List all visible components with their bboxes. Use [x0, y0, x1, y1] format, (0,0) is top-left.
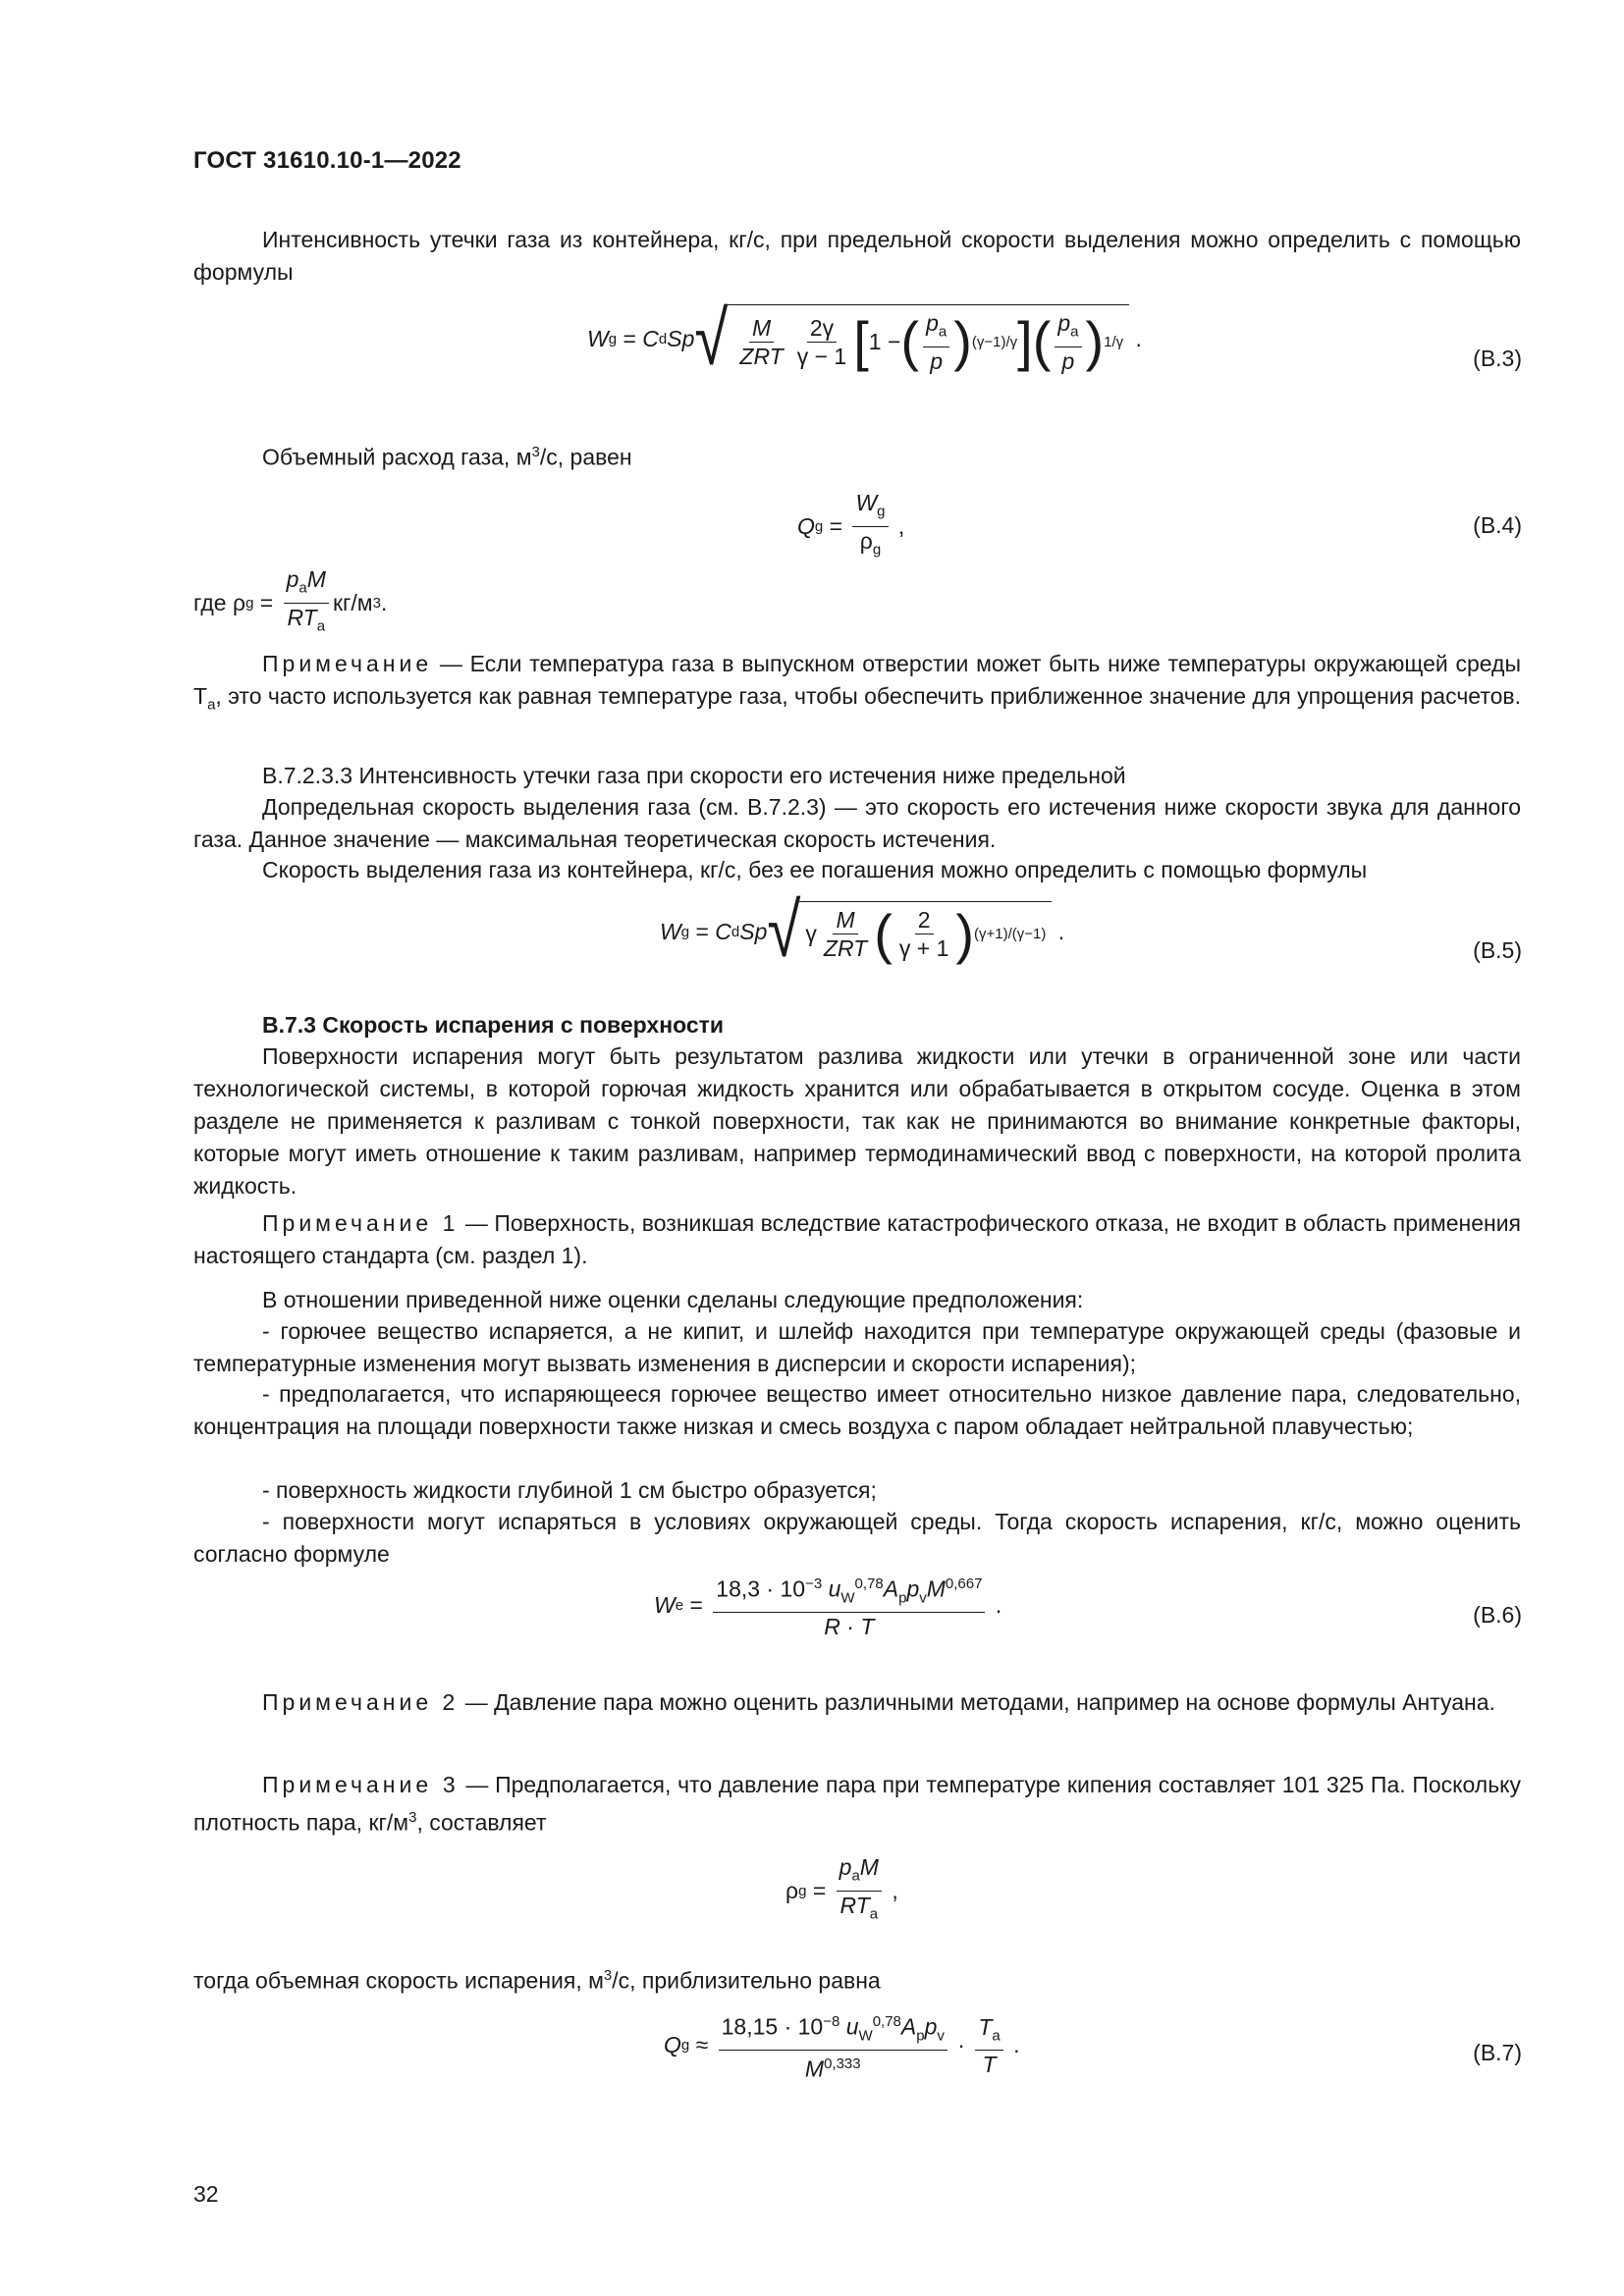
equation-number-b5: (В.5) [1473, 937, 1522, 963]
document-header: ГОСТ 31610.10-1—2022 [193, 147, 461, 174]
note-1: Примечание 1 — Поверхность, возникшая вследствие катастрофического отказа, не входит в область применения настоящего стандарта (см. раздел 1). [193, 1210, 1521, 1268]
equation-density: ρ g = $\frac{p_aM}{RT_a}$ , [785, 1854, 898, 1923]
assumption-3: - поверхность жидкости глубиной 1 см быстро образуется; [262, 1477, 877, 1503]
assumption-2: - предполагается, что испаряющееся горючее вещество имеет относительно низкое давление пара, следовательно, концентрация на площади поверхности также низкая и смесь воздуха с паром обладает нейтральной плавучестью; [193, 1381, 1521, 1439]
section-b73-title: В.7.3 Скорость испарения с поверхности [262, 1012, 725, 1038]
note-temperature: Примечание — Если температура газа в выпускном отверстии может быть ниже температуры окружающей среды $T_a$, это часто используется как равная температуре газа, чтобы обеспечить приближенное значение для упрощения расчетов. [193, 651, 1522, 714]
equation-b3: W g = C d Sp √ $\frac{M}{\text{ZRT}}$ $\frac{2\gamma}{\gamma - 1}$ [ 1 − ( $\frac{p_a}{p}$ ) (γ−1)/γ ] ( $\frac{p_a}{p}$ ) 1/γ . [587, 296, 1142, 382]
equation-number-b6: (В.6) [1473, 1602, 1522, 1628]
paragraph-subcritical: Допредельная скорость выделения газа (см. В.7.2.3) — это скорость его истечения ниже скорости звука для данного газа. Данное значение — максимальная теоретическая скорость истечения. [193, 794, 1521, 852]
section-b7233-title: В.7.2.3.3 Интенсивность утечки газа при скорости его истечения ниже предельной [262, 763, 1126, 788]
where-density-line: где ρ g = $\frac{p_aM}{RT_a}$ кг/м 3 . [193, 566, 388, 635]
equation-b4: Q g = $\frac{W_g}{\rho_g}$ , [797, 490, 905, 559]
assumptions-intro: В отношении приведенной ниже оценки сделаны следующие предположения: [262, 1287, 1084, 1312]
assumption-4: - поверхности могут испаряться в условиях окружающей среды. Тогда скорость испарения, кг/с, можно оценить согласно формуле [193, 1509, 1521, 1567]
paragraph-evaporation: Поверхности испарения могут быть результатом разлива жидкости или утечки в ограниченной зоне или части технологической системы, в которой горючая жидкость хранится или обрабатывается в открытом сосуде. Оценка в этом разделе не применяется к разливам с тонкой поверхности, так как не принимаются во внимание конкретные факторы, которые могут иметь отношение к таким разливам, например термодинамический ввод с поверхности, на которой пролита жидкость. [193, 1043, 1521, 1199]
paragraph-volumetric-evaporation: тогда объемная скорость испарения, $м^3/с$, приблизительно равна [193, 1967, 881, 1994]
paragraph-release-rate: Скорость выделения газа из контейнера, кг/с, без ее погашения можно определить с помощью формулы [262, 857, 1368, 882]
assumption-1: - горючее вещество испаряется, а не кипит, и шлейф находится при температуре окружающей среды (фазовые и температурные изменения могут вызвать изменения в дисперсии и скорости испарения); [193, 1318, 1521, 1376]
note-2: Примечание 2 — Давление пара можно оценить различными методами, например на основе формулы Антуана. [262, 1689, 1495, 1715]
equation-b5: W g = C d Sp √ γ $\frac{M}{\text{ZRT}}$ ( $\frac{2}{\gamma + 1}$ ) (γ+1)/(γ−1) . [660, 888, 1065, 974]
paragraph-volume-flow: Объемный расход газа, $м^3/с$, равен [262, 444, 632, 470]
page-number: 32 [193, 2181, 219, 2207]
equation-b6: W e = $\frac{18,3 \cdot 10^{-3} u_W^{0,78}A_pp_vM^{0,667}}{R \cdot T}$ . [654, 1571, 1001, 1640]
equation-number-b7: (В.7) [1473, 2040, 1522, 2065]
paragraph-leak-rate: Интенсивность утечки газа из контейнера, кг/с, при предельной скорости выделения можно определить с помощью формулы [193, 227, 1521, 285]
equation-number-b3: (В.3) [1473, 346, 1522, 371]
equation-number-b4: (В.4) [1473, 512, 1522, 538]
note-3: Примечание 3 — Предполагается, что давление пара при температуре кипения составляет 101 325 Па. Поскольку плотность пара, $кг/м^3$, составляет [193, 1772, 1521, 1836]
equation-b7: Q g ≈ $\frac{18,15 \cdot 10^{-8} u_W^{0,78}A_pp_v}{M^{0,333}}$ · $\frac{T_a}{T}$ . [664, 2008, 1020, 2083]
